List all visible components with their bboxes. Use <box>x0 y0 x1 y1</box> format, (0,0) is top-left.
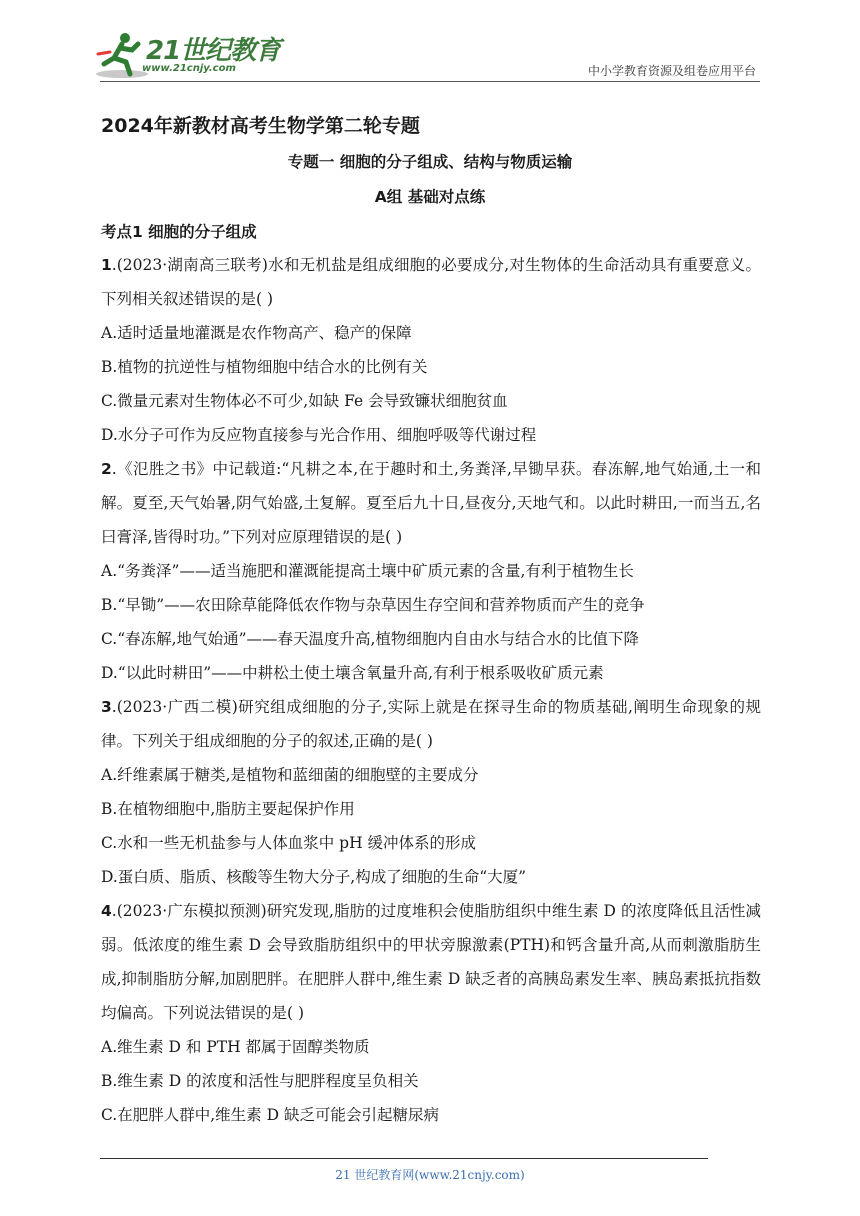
page-title: 2024年新教材高考生物学第二轮专题 <box>101 115 420 137</box>
question-2 <box>101 452 761 690</box>
question-3 <box>101 690 761 894</box>
topic-title: 专题一 细胞的分子组成、结构与物质运输 <box>287 153 573 171</box>
option-d: D.“以此时耕田”——中耕松土使土壤含氧量升高,有利于根系吸收矿质元素 <box>101 664 604 682</box>
footer-divider <box>100 1158 708 1159</box>
platform-name: 中小学教育资源及组卷应用平台 <box>587 64 756 78</box>
question-text: .(2023·广西二模)研究组成细胞的分子,实际上就是在探寻生命的物质基础,阐明生命现象的规律。下列关于组成细胞的分子的叙述,正确的是( ) <box>101 698 761 750</box>
question-number: 3 <box>101 698 112 716</box>
header-divider <box>100 81 760 82</box>
option-b: B.“早锄”——农田除草能降低农作物与杂草因生存空间和营养物质而产生的竞争 <box>101 596 645 614</box>
option-d: D.水分子可作为反应物直接参与光合作用、细胞呼吸等代谢过程 <box>101 426 537 444</box>
question-4 <box>101 894 761 1132</box>
option-b: B.在植物细胞中,脂肪主要起保护作用 <box>101 800 355 818</box>
question-stem <box>101 690 761 758</box>
option-c: C.在肥胖人群中,维生素 D 缺乏可能会引起糖尿病 <box>101 1106 439 1124</box>
question-list <box>101 248 761 1132</box>
question-number: 2 <box>101 460 112 478</box>
section-title: 考点1 细胞的分子组成 <box>101 223 257 241</box>
option-b: B.植物的抗逆性与植物细胞中结合水的比例有关 <box>101 358 428 376</box>
option-c: C.水和一些无机盐参与人体血浆中 pH 缓冲体系的形成 <box>101 834 477 852</box>
question-number: 4 <box>101 902 112 920</box>
question-stem <box>101 894 761 1030</box>
option-d: D.蛋白质、脂质、核酸等生物大分子,构成了细胞的生命“大厦” <box>101 868 527 886</box>
question-number: 1 <box>101 256 112 274</box>
question-stem <box>101 452 761 554</box>
option-b: B.维生素 D 的浓度和活性与肥胖程度呈负相关 <box>101 1072 419 1090</box>
option-a: A.纤维素属于糖类,是植物和蓝细菌的细胞壁的主要成分 <box>101 766 479 784</box>
option-c: C.“春冻解,地气始通”——春天温度升高,植物细胞内自由水与结合水的比值下降 <box>101 630 639 648</box>
question-text: .(2023·广东模拟预测)研究发现,脂肪的过度堆积会使脂肪组织中维生素 D 的浓度降低且活性减弱。低浓度的维生素 D 会导致脂肪组织中的甲状旁腺激素(PTH)和钙含量升高,从而刺激脂肪生成,抑制脂肪分解,加剧肥胖。在肥胖人群中,维生素 D 缺乏者的高胰岛素发生率、胰岛素抵抗指数均偏高。下列说法错误的是( ) <box>101 902 761 1022</box>
page-footer[interactable]: 21 世纪教育网(www.21cnjy.com) <box>335 1168 525 1182</box>
option-c: C.微量元素对生物体必不可少,如缺 Fe 会导致镰状细胞贫血 <box>101 392 508 410</box>
question-text: .(2023·湖南高三联考)水和无机盐是组成细胞的必要成分,对生物体的生命活动具有重要意义。下列相关叙述错误的是( ) <box>101 256 761 308</box>
group-title: A组 基础对点练 <box>374 188 486 206</box>
question-1 <box>101 248 761 452</box>
logo-text: 21世纪教育 <box>146 36 281 66</box>
option-a: A.“务粪泽”——适当施肥和灌溉能提高土壤中矿质元素的含量,有利于植物生长 <box>101 562 634 580</box>
option-a: A.维生素 D 和 PTH 都属于固醇类物质 <box>101 1038 370 1056</box>
logo-url: www.21cnjy.com <box>142 63 236 74</box>
page-header <box>0 0 860 86</box>
option-a: A.适时适量地灌溉是农作物高产、稳产的保障 <box>101 324 412 342</box>
question-text: .《氾胜之书》中记载道:“凡耕之本,在于趣时和土,务粪泽,早锄早获。春冻解,地气始通,土一和解。夏至,天气始暑,阴气始盛,土复解。夏至后九十日,昼夜分,天地气和。以此时耕田,一而当五,名曰膏泽,皆得时功。”下列对应原理错误的是( ) <box>101 460 761 546</box>
question-stem <box>101 248 761 316</box>
